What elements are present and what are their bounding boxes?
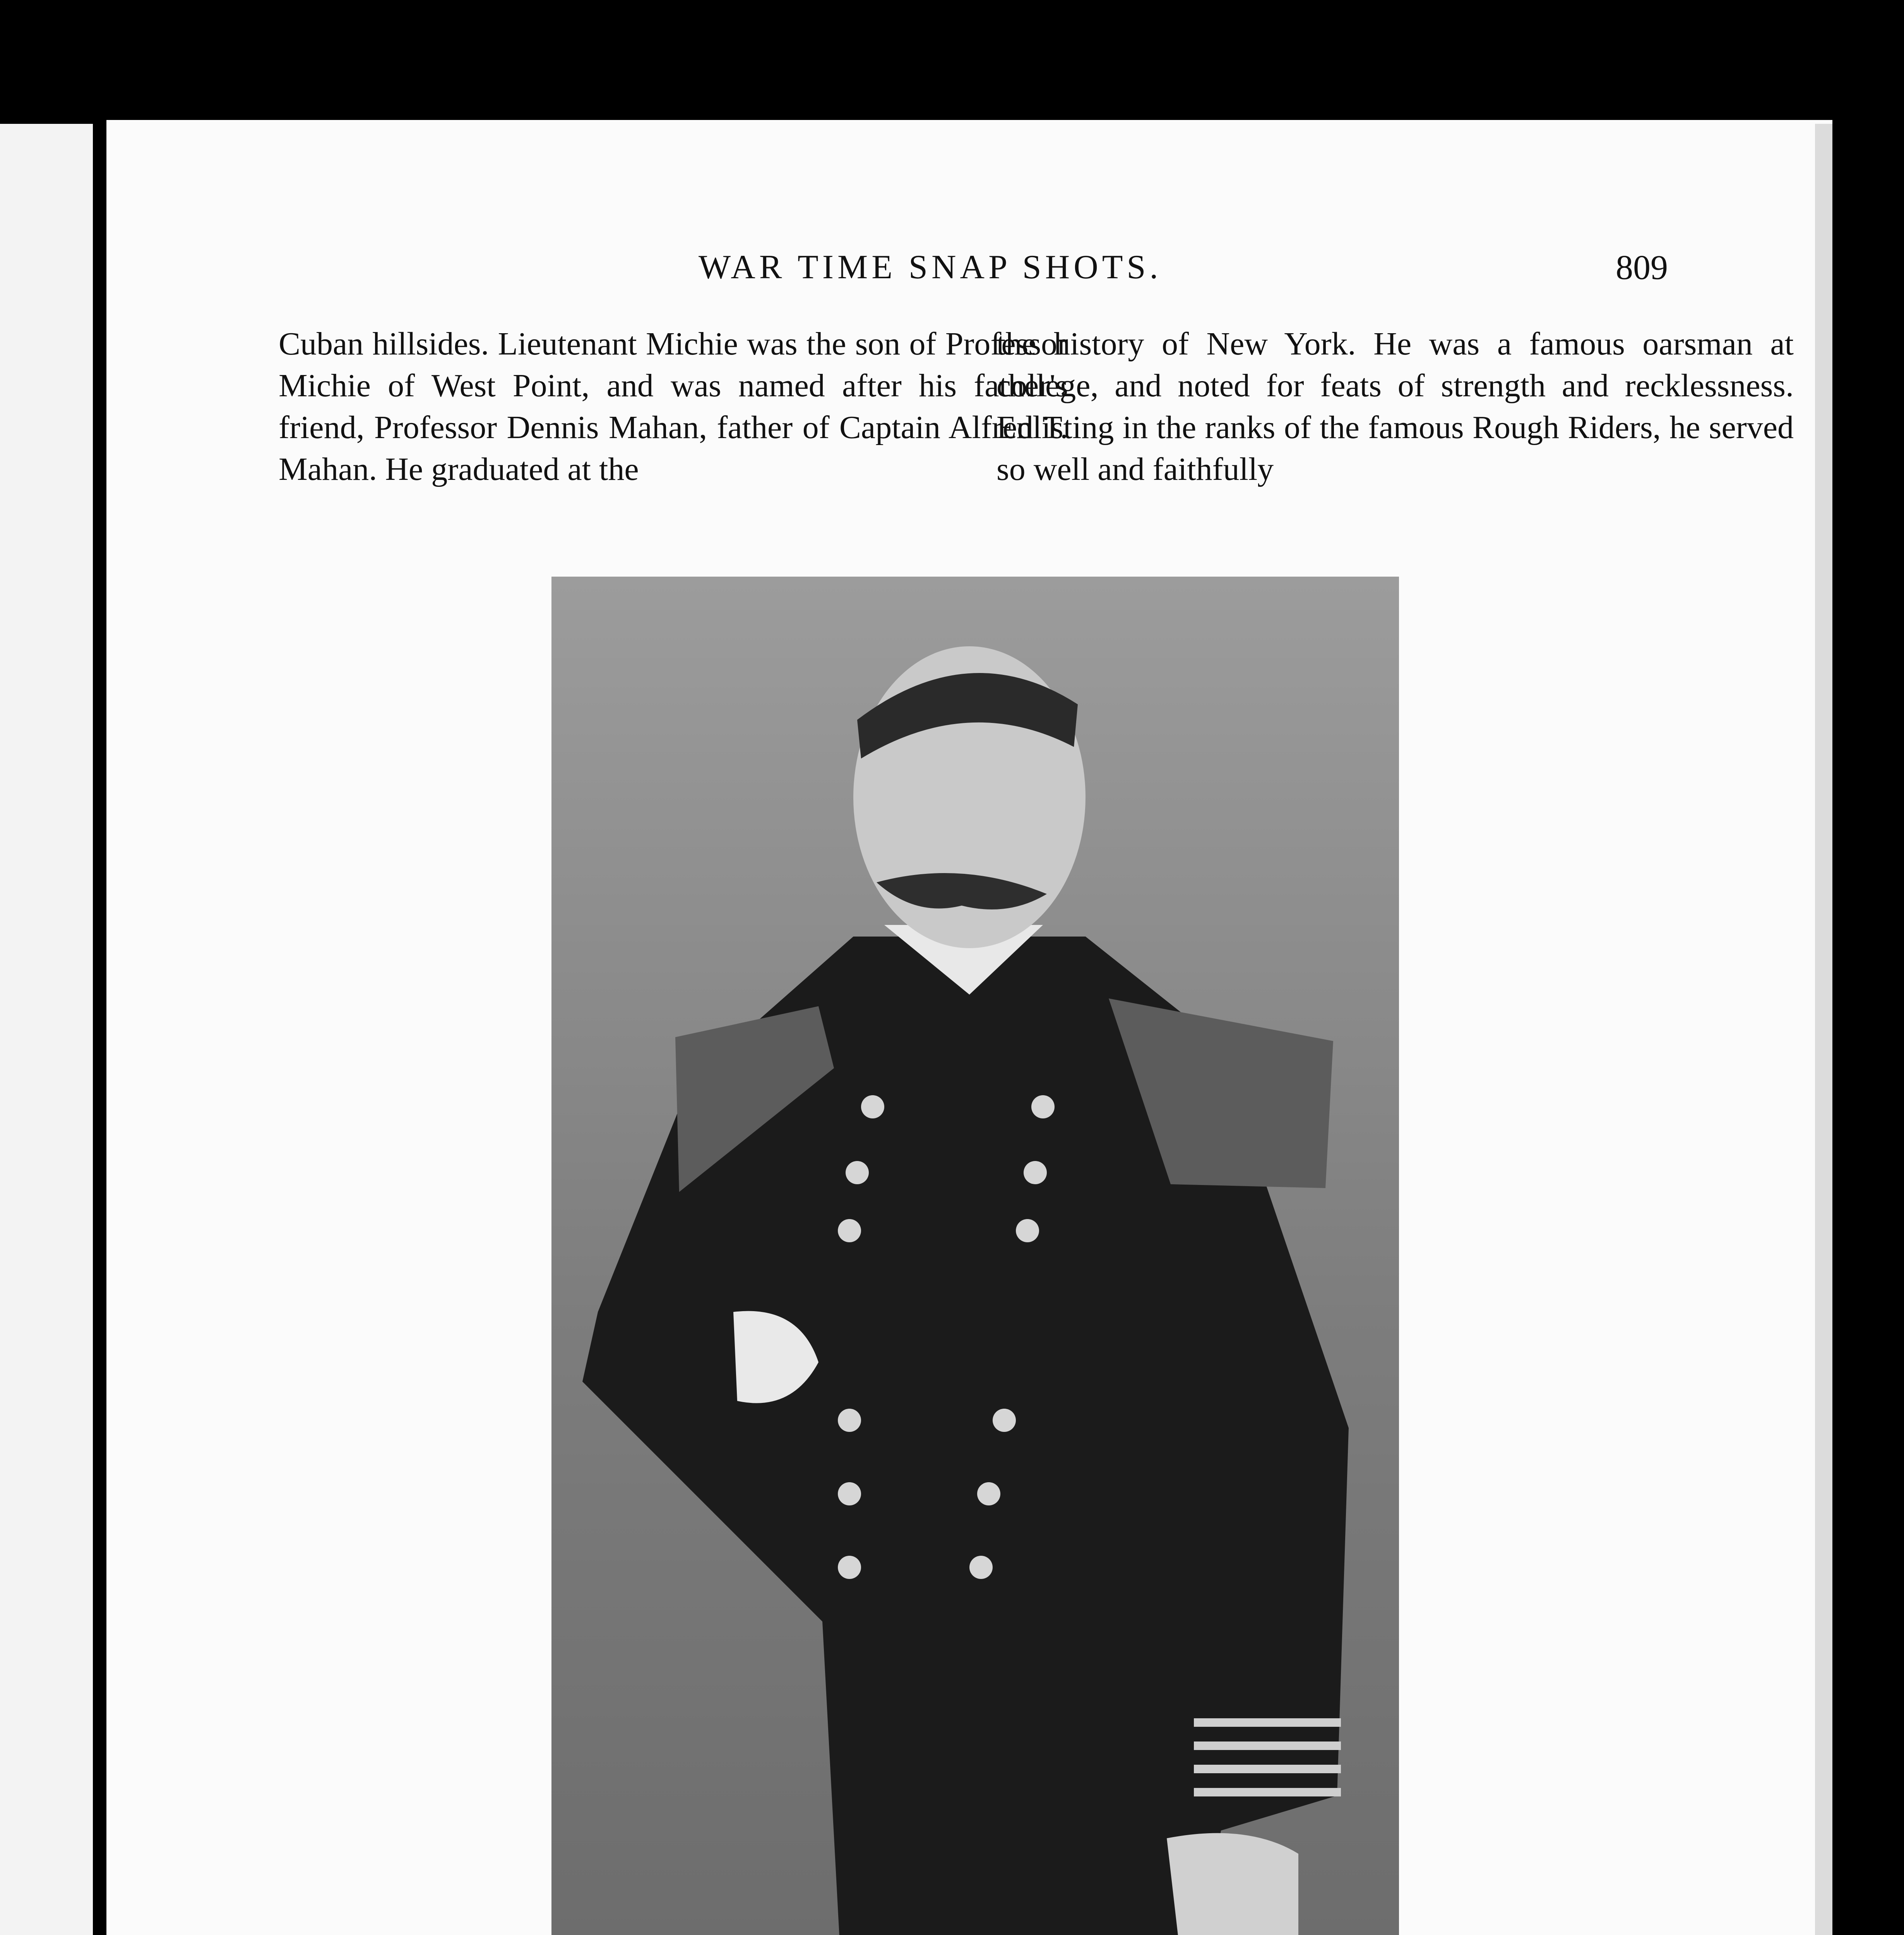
left-page-edge: [0, 124, 93, 1935]
column-top-left: [279, 323, 1068, 490]
running-head: WAR TIME SNAP SHOTS.: [699, 248, 1162, 286]
paragraph: the history of New York. He was a famous oarsman at college, and noted for feats of strength and recklessness. Enlisting in the ranks of the famous Rough Riders, he served so well and faithfully: [997, 326, 1794, 487]
page-number: 809: [1616, 248, 1668, 287]
portrait-image: [551, 577, 1399, 1935]
page-spine-edge: [1815, 124, 1832, 1935]
book-page: [106, 120, 1832, 1935]
portrait-photograph: [551, 577, 1399, 1935]
paragraph: Cuban hillsides. Lieutenant Michie was the son of Professor Michie of West Point, and was named after his father's friend, Professor Dennis Mahan, father of Captain Alfred T. Mahan. He graduated at the: [279, 326, 1068, 487]
column-top-right: [997, 323, 1794, 490]
page-header: [106, 236, 1832, 290]
